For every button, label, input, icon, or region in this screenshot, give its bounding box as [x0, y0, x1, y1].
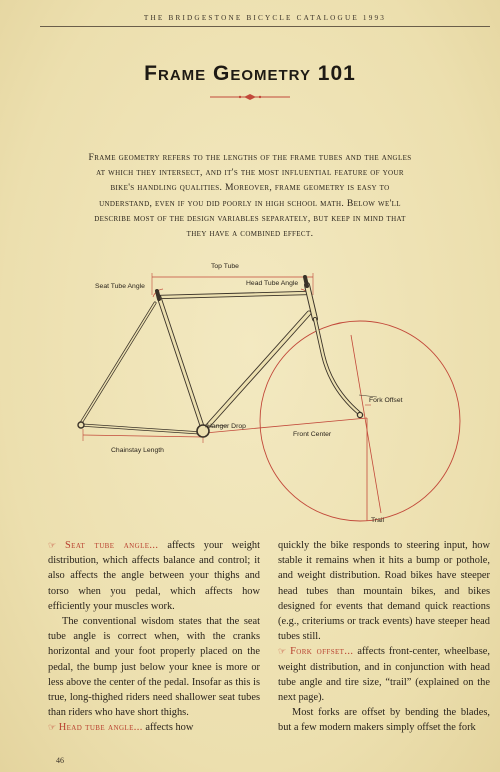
front-wheel-circle — [260, 321, 460, 521]
label-top-tube: Top Tube — [211, 263, 239, 270]
left-text-column — [48, 538, 260, 736]
term-head-tube-angle: Head tube angle... — [58, 722, 143, 734]
head-tube-continued-paragraph: quickly the bike responds to steering input, how stable it remains when it hits a bump or pothole, and weight distribution. Road bikes have steeper head tubes than mountain bikes, and bikes designed for events that demand quick reactions (e.g., criteriums or track events) have steeper head tubes still. — [278, 540, 490, 643]
frame-geometry-diagram — [55, 255, 470, 535]
frame-drawing — [55, 255, 470, 535]
term-fork-offset: Fork offset... — [290, 646, 354, 658]
head-tube-angle-paragraph — [48, 720, 260, 735]
right-text-column — [278, 538, 490, 736]
label-trail: Trail — [371, 517, 384, 524]
steering-axis-line — [351, 335, 381, 513]
rear-dropout — [78, 422, 84, 428]
intro-paragraph: Frame geometry refers to the lengths of the frame tubes and the angles at which they intersect, and it's the most influential feature of your bike's handling qualities. Moreover, frame geometry is easy to understand, even if you did poorly in high school math. Below we'll describe most of the design variables separately, but keep in mind that they have a combined effect. — [88, 152, 412, 240]
chainstay-dimension — [83, 435, 203, 437]
fork-bending-paragraph: Most forks are offset by bending the blades, but a few modern makers simply offset the fork — [278, 707, 490, 734]
label-fork-offset: Fork Offset — [369, 397, 403, 404]
frame-tubes — [81, 277, 359, 433]
pointing-hand-icon: ☞ — [278, 646, 287, 657]
head-tube-angle-text: affects how — [142, 722, 194, 734]
label-chainstay-length: Chainstay Length — [111, 447, 164, 454]
page-number: 46 — [56, 756, 64, 765]
label-front-center: Front Center — [293, 431, 332, 438]
fork-offset-text: affects front-center, wheelbase, weight distribution, and in conjunction with head tube angle and tire size, “trail” (explained on the next page). — [278, 646, 490, 704]
running-head: THE BRIDGESTONE BICYCLE CATALOGUE 1993 — [143, 14, 387, 22]
header-rule — [40, 26, 490, 27]
pointing-hand-icon: ☞ — [48, 540, 57, 550]
pointing-hand-icon: ☞ — [48, 722, 57, 733]
conventional-wisdom-paragraph: The conventional wisdom states that the seat tube angle is correct when, with the cranks horizontal and your foot properly placed on the pedal, the bump just below your knee is more or less above the center of the pedal. Insofar as this is true, long-thighed riders need shallower seat tubes than riders who have short thighs. — [48, 616, 260, 719]
label-seat-tube-angle: Seat Tube Angle — [95, 283, 145, 290]
fork-offset-paragraph — [278, 644, 490, 705]
front-dropout — [357, 412, 362, 417]
term-seat-tube-angle: Seat tube angle... — [65, 540, 159, 551]
seat-tube-angle-paragraph — [48, 538, 260, 614]
seat-tube-angle-text: affects your weight distribution, which affects balance and control; it also affects the angle between your thighs and torso when you pedal, which affects how efficiently your muscles work. — [48, 540, 260, 612]
label-head-tube-angle: Head Tube Angle — [246, 280, 299, 287]
label-hanger-drop: Hanger Drop — [207, 423, 246, 430]
title-ornament — [210, 93, 290, 101]
page-title: Frame Geometry 101 — [144, 62, 356, 85]
